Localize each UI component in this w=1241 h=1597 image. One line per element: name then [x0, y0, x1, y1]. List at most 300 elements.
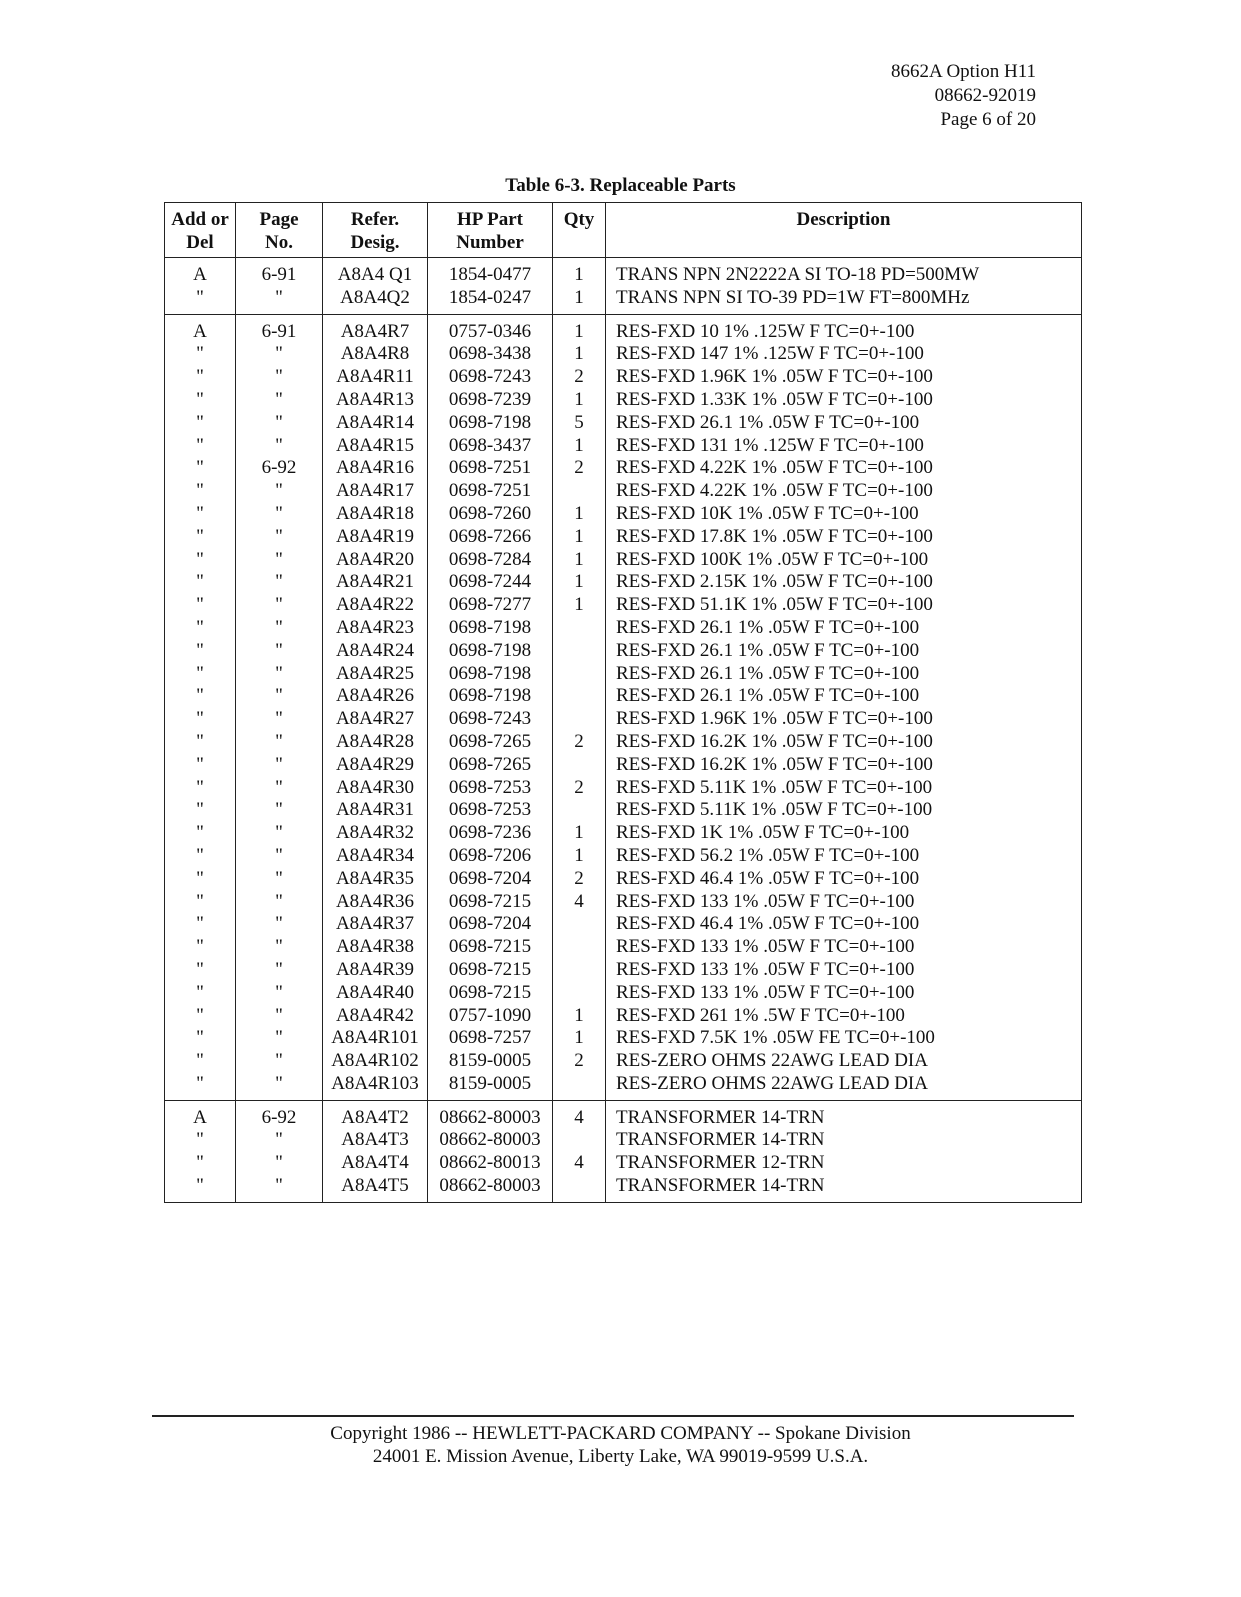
cell-qty: 1 — [553, 1027, 606, 1050]
cell-hp-part: 0698-7198 — [428, 685, 553, 708]
cell-page-no: " — [236, 891, 323, 914]
col-header-qty — [553, 203, 606, 258]
cell-page-no: " — [236, 480, 323, 503]
cell-refer-desig: A8A4R102 — [323, 1050, 428, 1073]
cell-refer-desig: A8A4R37 — [323, 913, 428, 936]
parts-body — [165, 258, 1082, 1203]
cell-hp-part: 08662-80003 — [428, 1129, 553, 1152]
cell-hp-part: 0698-7243 — [428, 708, 553, 731]
cell-description: RES-FXD 26.1 1% .05W F TC=0+-100 — [606, 640, 1082, 663]
cell-hp-part: 1854-0247 — [428, 287, 553, 314]
cell-refer-desig: A8A4R17 — [323, 480, 428, 503]
cell-description: RES-FXD 133 1% .05W F TC=0+-100 — [606, 982, 1082, 1005]
cell-qty — [553, 1129, 606, 1152]
cell-add-del: " — [165, 891, 236, 914]
cell-qty: 2 — [553, 457, 606, 480]
cell-qty — [553, 913, 606, 936]
cell-hp-part: 0698-7206 — [428, 845, 553, 868]
cell-refer-desig: A8A4R23 — [323, 617, 428, 640]
table-row — [165, 594, 1082, 617]
table-row — [165, 1050, 1082, 1073]
cell-add-del: " — [165, 287, 236, 314]
cell-hp-part: 0698-7244 — [428, 571, 553, 594]
cell-refer-desig: A8A4R42 — [323, 1005, 428, 1028]
cell-qty — [553, 617, 606, 640]
cell-description: RES-FXD 1K 1% .05W F TC=0+-100 — [606, 822, 1082, 845]
cell-hp-part: 0757-1090 — [428, 1005, 553, 1028]
col-header-refer-desig — [323, 203, 428, 258]
cell-refer-desig: A8A4R36 — [323, 891, 428, 914]
cell-qty: 4 — [553, 1152, 606, 1175]
footer-rule — [152, 1415, 1074, 1417]
cell-description: RES-FXD 16.2K 1% .05W F TC=0+-100 — [606, 731, 1082, 754]
table-row — [165, 571, 1082, 594]
doc-number: 08662-92019 — [934, 85, 1036, 106]
table-row — [165, 1175, 1082, 1202]
table-row — [165, 1005, 1082, 1028]
cell-description: RES-FXD 147 1% .125W F TC=0+-100 — [606, 343, 1082, 366]
cell-description: RES-FXD 100K 1% .05W F TC=0+-100 — [606, 549, 1082, 572]
col-header-line: Del — [186, 232, 214, 253]
table-row — [165, 708, 1082, 731]
cell-page-no: " — [236, 571, 323, 594]
cell-description: RES-FXD 7.5K 1% .05W FE TC=0+-100 — [606, 1027, 1082, 1050]
cell-add-del: " — [165, 1050, 236, 1073]
cell-hp-part: 0698-7253 — [428, 799, 553, 822]
table-row — [165, 366, 1082, 389]
cell-page-no: " — [236, 982, 323, 1005]
cell-refer-desig: A8A4R7 — [323, 314, 428, 343]
cell-page-no: " — [236, 822, 323, 845]
page-indicator: Page 6 of 20 — [940, 109, 1036, 130]
cell-hp-part: 0698-7204 — [428, 868, 553, 891]
cell-description: RES-FXD 2.15K 1% .05W F TC=0+-100 — [606, 571, 1082, 594]
cell-page-no: " — [236, 868, 323, 891]
cell-page-no: " — [236, 366, 323, 389]
cell-page-no: 6-92 — [236, 457, 323, 480]
cell-hp-part: 0698-7239 — [428, 389, 553, 412]
cell-hp-part: 0698-3437 — [428, 435, 553, 458]
col-header-line: Refer. — [350, 209, 400, 230]
table-row — [165, 1073, 1082, 1100]
cell-page-no: " — [236, 640, 323, 663]
cell-add-del: " — [165, 754, 236, 777]
cell-qty: 2 — [553, 366, 606, 389]
cell-refer-desig: A8A4R13 — [323, 389, 428, 412]
cell-page-no: " — [236, 708, 323, 731]
cell-description: RES-FXD 133 1% .05W F TC=0+-100 — [606, 936, 1082, 959]
table-row — [165, 685, 1082, 708]
cell-add-del: " — [165, 1073, 236, 1100]
cell-add-del: " — [165, 959, 236, 982]
cell-add-del: " — [165, 913, 236, 936]
cell-qty — [553, 936, 606, 959]
cell-qty: 1 — [553, 549, 606, 572]
cell-refer-desig: A8A4R11 — [323, 366, 428, 389]
cell-refer-desig: A8A4R29 — [323, 754, 428, 777]
table-row — [165, 503, 1082, 526]
cell-page-no: 6-91 — [236, 314, 323, 343]
cell-hp-part: 0698-7266 — [428, 526, 553, 549]
cell-page-no: " — [236, 1005, 323, 1028]
cell-refer-desig: A8A4R15 — [323, 435, 428, 458]
cell-description: TRANSFORMER 14-TRN — [606, 1175, 1082, 1202]
table-row — [165, 457, 1082, 480]
table-row — [165, 868, 1082, 891]
cell-refer-desig: A8A4R21 — [323, 571, 428, 594]
cell-page-no: 6-92 — [236, 1100, 323, 1129]
table-row — [165, 663, 1082, 686]
cell-description: RES-FXD 1.33K 1% .05W F TC=0+-100 — [606, 389, 1082, 412]
cell-hp-part: 0698-7253 — [428, 777, 553, 800]
cell-qty: 5 — [553, 412, 606, 435]
cell-add-del: " — [165, 1129, 236, 1152]
cell-hp-part: 0698-7284 — [428, 549, 553, 572]
document-header — [891, 60, 1036, 132]
cell-refer-desig: A8A4R30 — [323, 777, 428, 800]
cell-add-del: " — [165, 549, 236, 572]
cell-qty: 1 — [553, 1005, 606, 1028]
table-row — [165, 777, 1082, 800]
cell-page-no: " — [236, 936, 323, 959]
col-header-line: HP Part — [457, 209, 523, 230]
cell-qty — [553, 640, 606, 663]
cell-add-del: " — [165, 1175, 236, 1202]
cell-page-no: " — [236, 754, 323, 777]
cell-qty: 1 — [553, 594, 606, 617]
cell-qty — [553, 1175, 606, 1202]
cell-page-no: " — [236, 287, 323, 314]
table-row — [165, 754, 1082, 777]
table-row — [165, 822, 1082, 845]
cell-qty: 2 — [553, 868, 606, 891]
cell-add-del: " — [165, 389, 236, 412]
cell-qty: 4 — [553, 1100, 606, 1129]
cell-hp-part: 0698-7236 — [428, 822, 553, 845]
cell-description: TRANSFORMER 14-TRN — [606, 1129, 1082, 1152]
cell-page-no: " — [236, 1027, 323, 1050]
table-row — [165, 526, 1082, 549]
table-row — [165, 936, 1082, 959]
cell-hp-part: 08662-80013 — [428, 1152, 553, 1175]
cell-add-del: " — [165, 640, 236, 663]
cell-refer-desig: A8A4R8 — [323, 343, 428, 366]
col-header-add-del — [165, 203, 236, 258]
cell-add-del: " — [165, 685, 236, 708]
cell-hp-part: 0698-7198 — [428, 617, 553, 640]
cell-description: TRANSFORMER 12-TRN — [606, 1152, 1082, 1175]
cell-refer-desig: A8A4R31 — [323, 799, 428, 822]
cell-refer-desig: A8A4T3 — [323, 1129, 428, 1152]
cell-add-del: " — [165, 777, 236, 800]
cell-hp-part: 8159-0005 — [428, 1050, 553, 1073]
cell-description: RES-FXD 4.22K 1% .05W F TC=0+-100 — [606, 457, 1082, 480]
cell-qty: 1 — [553, 526, 606, 549]
cell-add-del: " — [165, 457, 236, 480]
cell-description: RES-FXD 5.11K 1% .05W F TC=0+-100 — [606, 777, 1082, 800]
cell-description: RES-FXD 4.22K 1% .05W F TC=0+-100 — [606, 480, 1082, 503]
cell-hp-part: 0698-7215 — [428, 959, 553, 982]
cell-description: RES-FXD 10K 1% .05W F TC=0+-100 — [606, 503, 1082, 526]
cell-hp-part: 8159-0005 — [428, 1073, 553, 1100]
cell-page-no: " — [236, 412, 323, 435]
footer — [0, 1422, 1241, 1468]
cell-description: RES-FXD 16.2K 1% .05W F TC=0+-100 — [606, 754, 1082, 777]
cell-page-no: " — [236, 845, 323, 868]
cell-description: RES-FXD 5.11K 1% .05W F TC=0+-100 — [606, 799, 1082, 822]
cell-hp-part: 0698-7257 — [428, 1027, 553, 1050]
cell-qty: 1 — [553, 503, 606, 526]
table-row — [165, 549, 1082, 572]
cell-page-no: " — [236, 1152, 323, 1175]
cell-add-del: " — [165, 731, 236, 754]
cell-description: RES-FXD 1.96K 1% .05W F TC=0+-100 — [606, 366, 1082, 389]
cell-page-no: " — [236, 435, 323, 458]
cell-add-del: " — [165, 1005, 236, 1028]
cell-page-no: " — [236, 799, 323, 822]
cell-description: RES-FXD 26.1 1% .05W F TC=0+-100 — [606, 412, 1082, 435]
cell-description: RES-FXD 1.96K 1% .05W F TC=0+-100 — [606, 708, 1082, 731]
cell-qty — [553, 959, 606, 982]
cell-add-del: " — [165, 435, 236, 458]
table-row — [165, 891, 1082, 914]
cell-qty — [553, 1073, 606, 1100]
cell-hp-part: 1854-0477 — [428, 258, 553, 287]
cell-description: RES-FXD 56.2 1% .05W F TC=0+-100 — [606, 845, 1082, 868]
cell-qty: 1 — [553, 389, 606, 412]
cell-hp-part: 08662-80003 — [428, 1175, 553, 1202]
cell-add-del: " — [165, 343, 236, 366]
cell-page-no: 6-91 — [236, 258, 323, 287]
cell-page-no: " — [236, 549, 323, 572]
cell-hp-part: 0698-7198 — [428, 640, 553, 663]
cell-add-del: " — [165, 594, 236, 617]
cell-refer-desig: A8A4R18 — [323, 503, 428, 526]
col-header-line: No. — [265, 232, 293, 253]
col-header-line: Qty — [563, 209, 595, 230]
cell-description: TRANSFORMER 14-TRN — [606, 1100, 1082, 1129]
col-header-line: Desig. — [350, 232, 400, 253]
cell-page-no: " — [236, 959, 323, 982]
cell-refer-desig: A8A4R22 — [323, 594, 428, 617]
cell-add-del: A — [165, 314, 236, 343]
cell-refer-desig: A8A4T4 — [323, 1152, 428, 1175]
cell-page-no: " — [236, 343, 323, 366]
cell-refer-desig: A8A4R25 — [323, 663, 428, 686]
table-row — [165, 1152, 1082, 1175]
cell-refer-desig: A8A4R103 — [323, 1073, 428, 1100]
cell-refer-desig: A8A4R24 — [323, 640, 428, 663]
table-title: Table 6-3. Replaceable Parts — [505, 175, 736, 196]
cell-add-del: " — [165, 480, 236, 503]
cell-refer-desig: A8A4T2 — [323, 1100, 428, 1129]
cell-page-no: " — [236, 685, 323, 708]
cell-description: RES-FXD 26.1 1% .05W F TC=0+-100 — [606, 617, 1082, 640]
cell-hp-part: 0757-0346 — [428, 314, 553, 343]
cell-description: RES-ZERO OHMS 22AWG LEAD DIA — [606, 1050, 1082, 1073]
cell-qty: 2 — [553, 1050, 606, 1073]
col-header-hp-part — [428, 203, 553, 258]
table-row — [165, 412, 1082, 435]
cell-page-no: " — [236, 1129, 323, 1152]
cell-page-no: " — [236, 913, 323, 936]
cell-hp-part: 0698-7251 — [428, 480, 553, 503]
col-header-page-no — [236, 203, 323, 258]
table-row — [165, 343, 1082, 366]
cell-description: RES-FXD 51.1K 1% .05W F TC=0+-100 — [606, 594, 1082, 617]
table-row — [165, 1129, 1082, 1152]
table-row — [165, 982, 1082, 1005]
copyright-line: Copyright 1986 -- HEWLETT-PACKARD COMPANY -- Spokane Division — [330, 1423, 911, 1444]
cell-add-del: " — [165, 1027, 236, 1050]
cell-page-no: " — [236, 1175, 323, 1202]
cell-page-no: " — [236, 594, 323, 617]
cell-page-no: " — [236, 731, 323, 754]
cell-refer-desig: A8A4R101 — [323, 1027, 428, 1050]
cell-description: TRANS NPN SI TO-39 PD=1W FT=800MHz — [606, 287, 1082, 314]
cell-add-del: " — [165, 663, 236, 686]
table-row — [165, 314, 1082, 343]
cell-description: TRANS NPN 2N2222A SI TO-18 PD=500MW — [606, 258, 1082, 287]
cell-add-del: " — [165, 366, 236, 389]
cell-qty: 2 — [553, 731, 606, 754]
cell-description: RES-FXD 46.4 1% .05W F TC=0+-100 — [606, 913, 1082, 936]
cell-hp-part: 08662-80003 — [428, 1100, 553, 1129]
table-row — [165, 845, 1082, 868]
cell-add-del: " — [165, 799, 236, 822]
table-row — [165, 799, 1082, 822]
cell-description: RES-ZERO OHMS 22AWG LEAD DIA — [606, 1073, 1082, 1100]
cell-refer-desig: A8A4R38 — [323, 936, 428, 959]
cell-add-del: " — [165, 845, 236, 868]
table-row — [165, 480, 1082, 503]
col-header-description — [606, 203, 1082, 258]
cell-refer-desig: A8A4T5 — [323, 1175, 428, 1202]
cell-description: RES-FXD 26.1 1% .05W F TC=0+-100 — [606, 685, 1082, 708]
cell-add-del: " — [165, 412, 236, 435]
cell-page-no: " — [236, 526, 323, 549]
cell-qty — [553, 982, 606, 1005]
table-header-row — [165, 203, 1082, 258]
cell-hp-part: 0698-7260 — [428, 503, 553, 526]
cell-add-del: " — [165, 503, 236, 526]
cell-hp-part: 0698-7265 — [428, 731, 553, 754]
cell-add-del: " — [165, 822, 236, 845]
cell-hp-part: 0698-7277 — [428, 594, 553, 617]
table-row — [165, 258, 1082, 287]
cell-qty: 1 — [553, 343, 606, 366]
cell-description: RES-FXD 10 1% .125W F TC=0+-100 — [606, 314, 1082, 343]
cell-page-no: " — [236, 663, 323, 686]
cell-refer-desig: A8A4R26 — [323, 685, 428, 708]
cell-refer-desig: A8A4R39 — [323, 959, 428, 982]
col-header-line: Number — [456, 232, 524, 253]
cell-qty: 1 — [553, 845, 606, 868]
cell-qty — [553, 480, 606, 503]
cell-refer-desig: A8A4Q2 — [323, 287, 428, 314]
cell-qty: 1 — [553, 287, 606, 314]
cell-qty: 1 — [553, 314, 606, 343]
cell-page-no: " — [236, 617, 323, 640]
cell-qty: 4 — [553, 891, 606, 914]
cell-add-del: " — [165, 571, 236, 594]
cell-add-del: A — [165, 258, 236, 287]
cell-hp-part: 0698-7265 — [428, 754, 553, 777]
cell-add-del: " — [165, 982, 236, 1005]
cell-description: RES-FXD 131 1% .125W F TC=0+-100 — [606, 435, 1082, 458]
cell-add-del: " — [165, 1152, 236, 1175]
cell-description: RES-FXD 261 1% .5W F TC=0+-100 — [606, 1005, 1082, 1028]
cell-qty — [553, 663, 606, 686]
cell-description: RES-FXD 133 1% .05W F TC=0+-100 — [606, 891, 1082, 914]
cell-hp-part: 0698-7204 — [428, 913, 553, 936]
cell-hp-part: 0698-7198 — [428, 412, 553, 435]
cell-refer-desig: A8A4 Q1 — [323, 258, 428, 287]
cell-qty: 1 — [553, 822, 606, 845]
cell-refer-desig: A8A4R34 — [323, 845, 428, 868]
table-row — [165, 617, 1082, 640]
table-row — [165, 435, 1082, 458]
cell-description: RES-FXD 17.8K 1% .05W F TC=0+-100 — [606, 526, 1082, 549]
cell-page-no: " — [236, 389, 323, 412]
cell-refer-desig: A8A4R14 — [323, 412, 428, 435]
table-row — [165, 287, 1082, 314]
cell-page-no: " — [236, 1073, 323, 1100]
table-row — [165, 1100, 1082, 1129]
table-row — [165, 913, 1082, 936]
cell-add-del: " — [165, 526, 236, 549]
cell-refer-desig: A8A4R19 — [323, 526, 428, 549]
table-row — [165, 640, 1082, 663]
replaceable-parts-table — [164, 202, 1082, 1203]
cell-qty — [553, 799, 606, 822]
cell-qty: 1 — [553, 571, 606, 594]
cell-hp-part: 0698-7198 — [428, 663, 553, 686]
cell-description: RES-FXD 46.4 1% .05W F TC=0+-100 — [606, 868, 1082, 891]
cell-refer-desig: A8A4R28 — [323, 731, 428, 754]
cell-refer-desig: A8A4R20 — [323, 549, 428, 572]
col-header-line: Page — [259, 209, 299, 230]
cell-page-no: " — [236, 1050, 323, 1073]
cell-qty — [553, 754, 606, 777]
model-label: 8662A Option H11 — [891, 61, 1036, 82]
col-header-line: Description — [796, 209, 891, 230]
cell-add-del: " — [165, 868, 236, 891]
cell-page-no: " — [236, 777, 323, 800]
cell-refer-desig: A8A4R16 — [323, 457, 428, 480]
cell-refer-desig: A8A4R40 — [323, 982, 428, 1005]
cell-qty — [553, 708, 606, 731]
cell-refer-desig: A8A4R32 — [323, 822, 428, 845]
cell-hp-part: 0698-7215 — [428, 891, 553, 914]
col-header-line: Add or — [171, 209, 229, 230]
cell-description: RES-FXD 133 1% .05W F TC=0+-100 — [606, 959, 1082, 982]
cell-qty — [553, 685, 606, 708]
cell-hp-part: 0698-7251 — [428, 457, 553, 480]
table-row — [165, 959, 1082, 982]
cell-hp-part: 0698-7215 — [428, 936, 553, 959]
cell-refer-desig: A8A4R27 — [323, 708, 428, 731]
table-row — [165, 1027, 1082, 1050]
cell-add-del: " — [165, 617, 236, 640]
cell-refer-desig: A8A4R35 — [323, 868, 428, 891]
cell-add-del: " — [165, 708, 236, 731]
cell-qty: 1 — [553, 258, 606, 287]
table-row — [165, 731, 1082, 754]
cell-page-no: " — [236, 503, 323, 526]
cell-qty: 1 — [553, 435, 606, 458]
address-line: 24001 E. Mission Avenue, Liberty Lake, WA 99019-9599 U.S.A. — [372, 1446, 869, 1467]
